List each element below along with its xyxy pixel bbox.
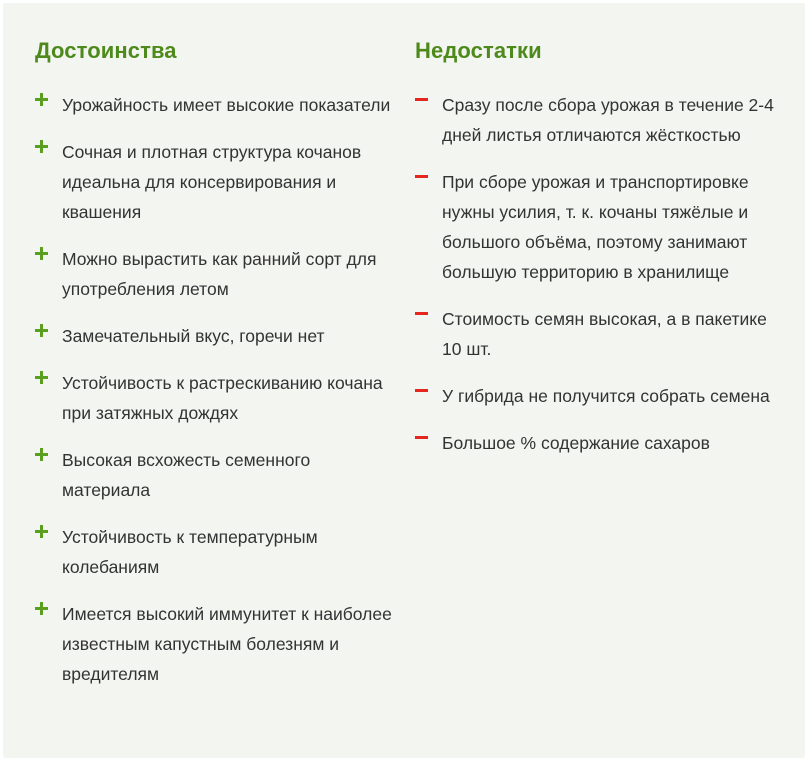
cons-item (415, 304, 775, 364)
plus-icon (35, 90, 51, 110)
plus-icon (35, 445, 51, 465)
pros-item (35, 90, 395, 120)
cons-item-text: Сразу после сбора урожая в течение 2-4 дней листья отличаются жёсткостью (442, 95, 774, 145)
plus-icon (35, 368, 51, 388)
plus-icon (35, 522, 51, 542)
cons-item-text: У гибрида не получится собрать семена (442, 386, 770, 406)
cons-item (415, 90, 775, 150)
pros-item-text: Имеется высокий иммунитет к наиболее известным капустным болезням и вредителям (62, 604, 392, 684)
pros-item (35, 522, 395, 582)
cons-item (415, 167, 775, 287)
cons-item (415, 428, 775, 458)
cons-item-text: Стоимость семян высокая, а в пакетике 10 шт. (442, 309, 767, 359)
pros-item (35, 368, 395, 428)
pros-item (35, 599, 395, 689)
minus-icon (415, 167, 431, 187)
plus-icon (35, 137, 51, 157)
pros-item-text: Урожайность имеет высокие показатели (62, 95, 391, 115)
minus-icon (415, 428, 431, 448)
pros-item-text: Устойчивость к температурным колебаниям (62, 527, 318, 577)
pros-item (35, 445, 395, 505)
plus-icon (35, 321, 51, 341)
cons-list (415, 90, 775, 475)
minus-icon (415, 304, 431, 324)
minus-icon (415, 381, 431, 401)
plus-icon (35, 244, 51, 264)
cons-title: Недостатки (415, 38, 542, 63)
pros-item (35, 244, 395, 304)
pros-title: Достоинства (35, 38, 177, 63)
pros-item-text: Устойчивость к растрескиванию кочана при затяжных дождях (62, 373, 383, 423)
cons-item (415, 381, 775, 411)
pros-item-text: Замечательный вкус, горечи нет (62, 326, 325, 346)
cons-item-text: При сборе урожая и транспортировке нужны усилия, т. к. кочаны тяжёлые и большого объёма, поэтому занимают большую территорию в хранилище (442, 172, 749, 282)
pros-list (35, 90, 395, 706)
pros-item-text: Сочная и плотная структура кочанов идеальна для консервирования и квашения (62, 142, 362, 222)
plus-icon (35, 599, 51, 619)
pros-item-text: Высокая всхожесть семенного материала (62, 450, 311, 500)
pros-item-text: Можно вырастить как ранний сорт для употребления летом (62, 249, 377, 299)
pros-cons-panel (3, 3, 805, 758)
cons-item-text: Большое % содержание сахаров (442, 433, 710, 453)
pros-item (35, 137, 395, 227)
pros-item (35, 321, 395, 351)
minus-icon (415, 90, 431, 110)
